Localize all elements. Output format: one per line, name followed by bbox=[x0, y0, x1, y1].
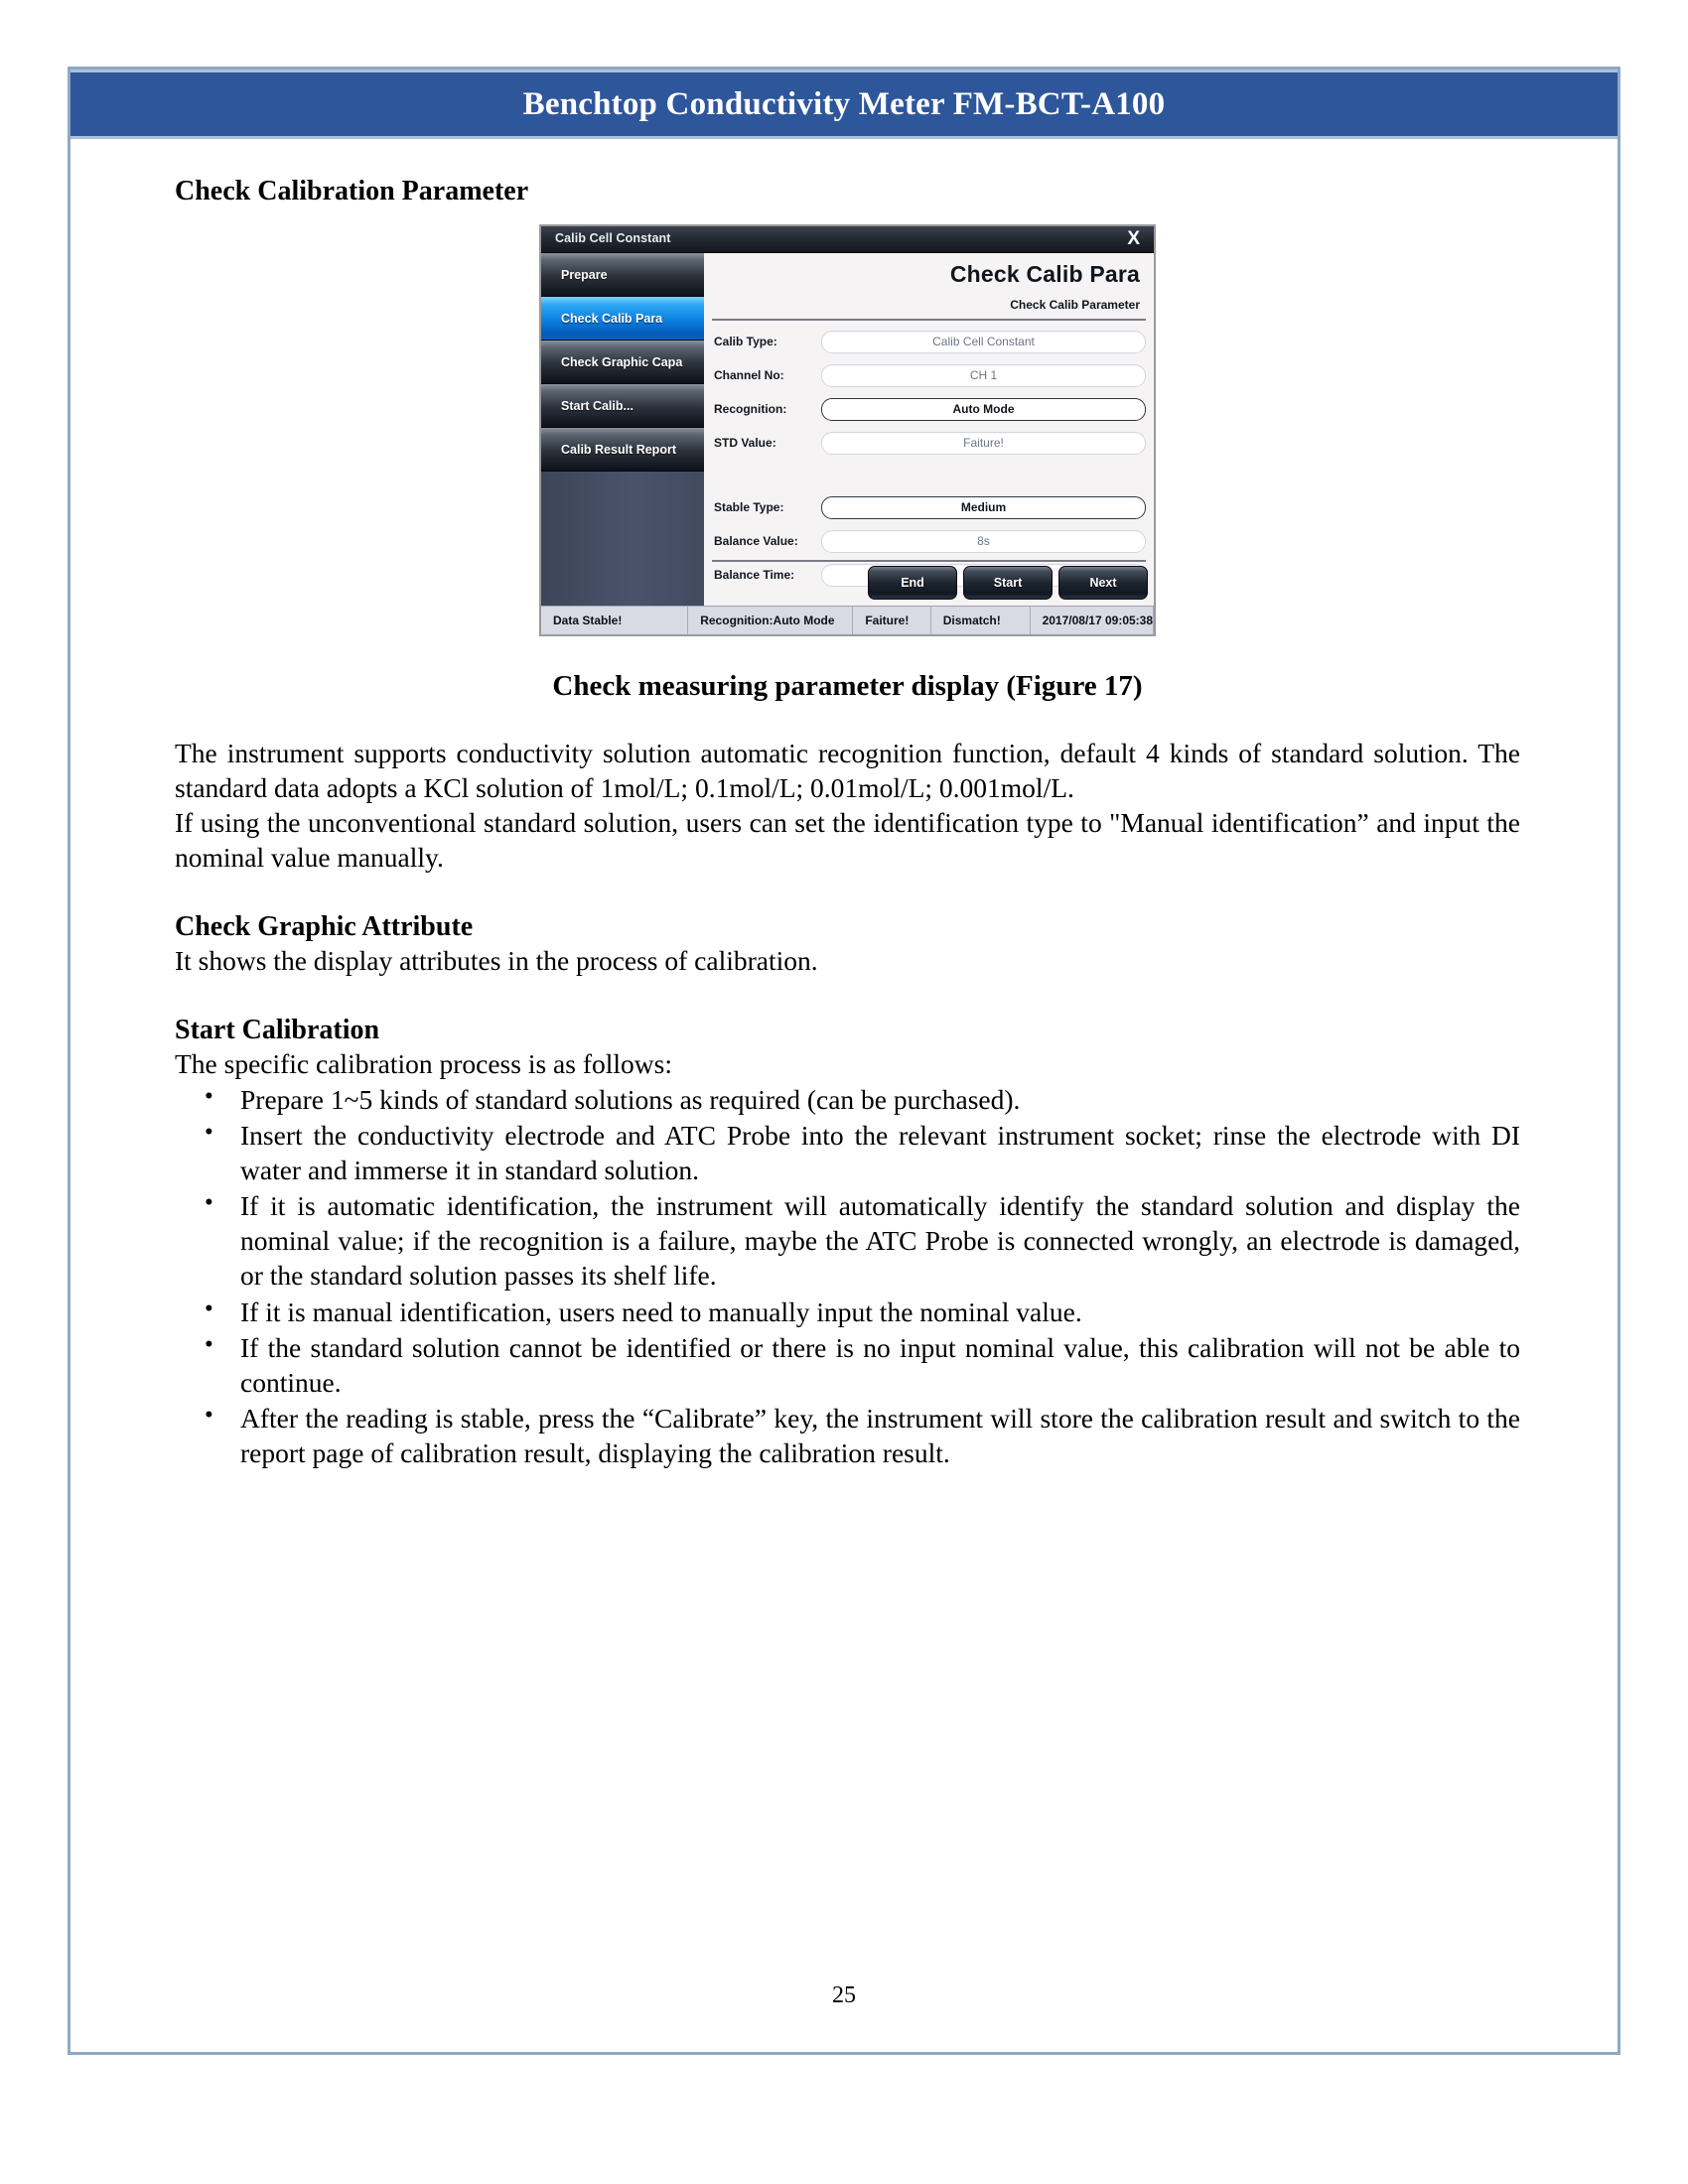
device-screenshot-figure bbox=[539, 224, 1156, 636]
field-value: Faiture! bbox=[963, 436, 1004, 450]
sidebar-item-start-calib[interactable] bbox=[541, 384, 704, 428]
calibration-steps-list bbox=[175, 1082, 1520, 1471]
sidebar-item-label: Check Calib Para bbox=[561, 311, 663, 326]
heading-check-graphic-attribute: Check Graphic Attribute bbox=[175, 910, 474, 942]
heading-start-calibration: Start Calibration bbox=[175, 1014, 380, 1045]
list-item: • Prepare 1~5 kinds of standard solutions as required (can be purchased). bbox=[240, 1082, 1520, 1117]
device-status-bar bbox=[541, 606, 1154, 634]
field-row-balance-value bbox=[714, 528, 1146, 554]
panel-subtitle: Check Calib Parameter bbox=[1010, 298, 1140, 312]
sidebar-item-label: Prepare bbox=[561, 267, 608, 282]
field-value: 8s bbox=[977, 534, 990, 548]
field-label: Calib Type: bbox=[714, 335, 777, 348]
paragraph-graphic-attribute: It shows the display attributes in the process of calibration. bbox=[175, 944, 818, 976]
field-row-stable-type bbox=[714, 494, 1146, 520]
field-label: Recognition: bbox=[714, 402, 787, 416]
list-item: • After the reading is stable, press the “Calibrate” key, the instrument will store the calibration result and switch to the report page of calibration result, displaying the calibration result. bbox=[240, 1401, 1520, 1470]
field-value: CH 1 bbox=[969, 368, 998, 382]
list-item: • If the standard solution cannot be identified or there is no input nominal value, this calibration will not be able to continue. bbox=[240, 1330, 1520, 1400]
device-button-bar bbox=[868, 566, 1148, 600]
sidebar-item-label: Calib Result Report bbox=[561, 442, 676, 457]
list-item: • If it is manual identification, users need to manually input the nominal value. bbox=[240, 1295, 1520, 1329]
paragraph-manual-identification: If using the unconventional standard solution, users can set the identification type to "Manual identification” and input the nominal value manually. bbox=[175, 806, 1520, 873]
status-dismatch: Dismatch! bbox=[931, 607, 1031, 634]
device-main-panel bbox=[704, 253, 1154, 606]
figure-caption: Check measuring parameter display (Figure 17) bbox=[552, 670, 1143, 702]
field-row-recognition bbox=[714, 396, 1146, 422]
panel-divider bbox=[712, 319, 1146, 321]
paragraph-recognition-function: The instrument supports conductivity solution automatic recognition function, default 4 kinds of standard solution. The standard data adopts a KCl solution of 1mol/L; 0.1mol/L; 0.01mol/L; 0.001mol/L. bbox=[175, 738, 1520, 803]
status-data-stable: Data Stable! bbox=[541, 607, 688, 634]
status-failure: Faiture! bbox=[853, 607, 930, 634]
panel-title: Check Calib Para bbox=[949, 261, 1140, 287]
sidebar-item-check-calib-para[interactable] bbox=[541, 297, 704, 341]
paragraph-calibration-intro: The specific calibration process is as follows: bbox=[175, 1047, 672, 1079]
device-titlebar bbox=[541, 226, 1154, 253]
field-label: Balance Time: bbox=[714, 568, 795, 582]
field-label: Balance Value: bbox=[714, 534, 798, 548]
heading-check-calibration-parameter: Check Calibration Parameter bbox=[175, 176, 529, 206]
std-value-field[interactable] bbox=[821, 432, 1146, 455]
document-title: Benchtop Conductivity Meter FM-BCT-A100 bbox=[522, 85, 1166, 122]
field-label: STD Value: bbox=[714, 436, 776, 450]
button-divider bbox=[712, 560, 1146, 562]
list-item: • If it is automatic identification, the instrument will automatically identify the standard solution and display the nominal value; if the recognition is a failure, maybe the ATC Probe is connected wrongly, an electrode is damaged, or the standard solution passes its shelf life. bbox=[240, 1188, 1520, 1294]
stable-type-field[interactable] bbox=[821, 496, 1146, 519]
next-button[interactable]: Next bbox=[1058, 566, 1148, 600]
list-item: • Insert the conductivity electrode and ATC Probe into the relevant instrument socket; rinse the electrode with DI water and immerse it in standard solution. bbox=[240, 1118, 1520, 1187]
field-label: Stable Type: bbox=[714, 500, 784, 514]
field-row-channel-no bbox=[714, 362, 1146, 388]
field-value: Medium bbox=[960, 500, 1007, 514]
page-content bbox=[175, 174, 1520, 1472]
status-recognition: Recognition:Auto Mode bbox=[688, 607, 853, 634]
field-value: Calib Cell Constant bbox=[932, 335, 1035, 348]
device-window-title: Calib Cell Constant bbox=[555, 231, 671, 245]
end-button[interactable]: End bbox=[868, 566, 957, 600]
field-label: Channel No: bbox=[714, 368, 784, 382]
page-number: 25 bbox=[832, 1982, 856, 2008]
figure-17-wrapper bbox=[175, 224, 1520, 636]
status-timestamp: 2017/08/17 09:05:38 bbox=[1031, 607, 1154, 634]
sidebar-item-prepare[interactable] bbox=[541, 253, 704, 297]
sidebar-item-label: Start Calib... bbox=[561, 398, 633, 413]
sidebar-item-calib-result-report[interactable] bbox=[541, 428, 704, 472]
channel-no-field[interactable] bbox=[821, 364, 1146, 387]
sidebar-item-check-graphic-capa[interactable] bbox=[541, 341, 704, 384]
device-sidebar bbox=[541, 253, 704, 606]
sidebar-item-label: Check Graphic Capa bbox=[561, 354, 683, 369]
close-icon[interactable]: X bbox=[1127, 228, 1140, 249]
page-frame bbox=[68, 67, 1620, 2055]
field-row-calib-type bbox=[714, 329, 1146, 354]
recognition-field[interactable] bbox=[821, 398, 1146, 421]
balance-value-field[interactable] bbox=[821, 530, 1146, 553]
calib-type-field[interactable] bbox=[821, 331, 1146, 353]
start-button[interactable]: Start bbox=[963, 566, 1053, 600]
document-header-banner bbox=[70, 69, 1618, 139]
field-row-std-value bbox=[714, 430, 1146, 456]
field-value: Auto Mode bbox=[952, 402, 1015, 416]
